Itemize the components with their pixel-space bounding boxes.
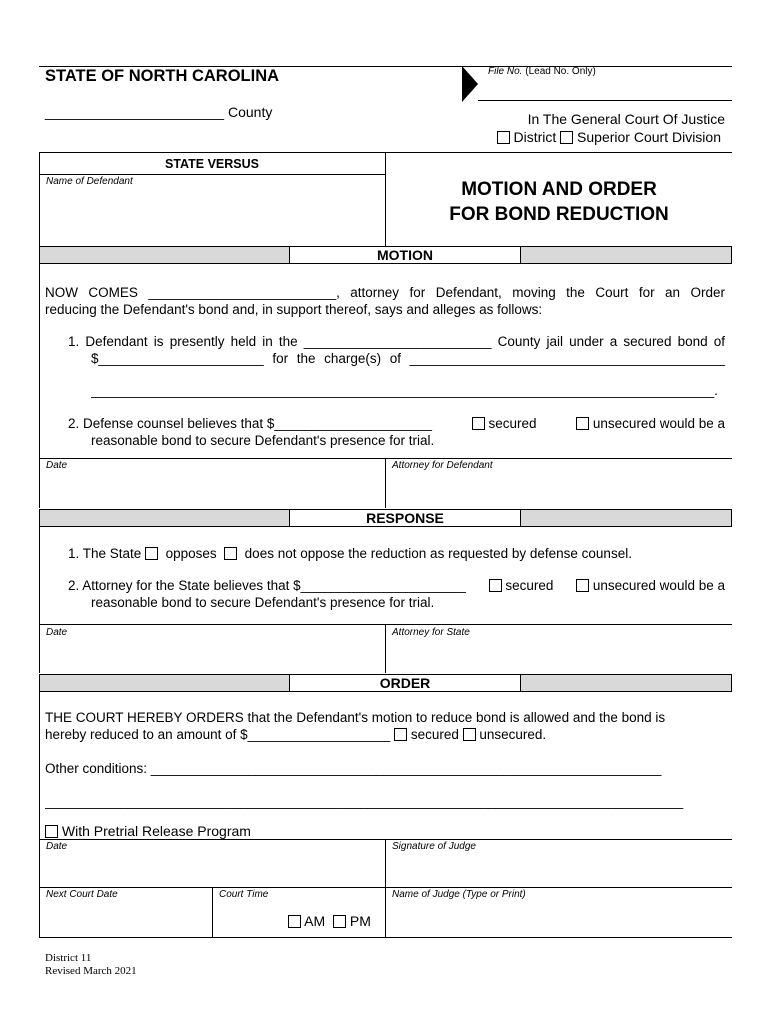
response-heading-bar xyxy=(39,509,732,527)
am-label: AM xyxy=(304,913,326,929)
court-time-label: Court Time xyxy=(219,889,269,900)
motion-date-field[interactable] xyxy=(46,474,376,504)
other-conditions-line2[interactable]: _____________________________________________________________________________________ xyxy=(45,794,684,809)
response-sig-divider xyxy=(385,624,386,673)
response-attorney-label: Attorney for State xyxy=(392,627,470,638)
state-versus-rule xyxy=(39,174,385,175)
state-versus: STATE VERSUS xyxy=(165,157,259,171)
pm-checkbox[interactable] xyxy=(333,915,346,928)
response-unsecured-label: unsecured would be a xyxy=(592,578,725,593)
motion-item1-line3: ___________________________________________________________________________________. xyxy=(91,383,718,398)
motion-attorney-label: Attorney for Defendant xyxy=(392,460,493,471)
motion-intro-line2: reducing the Defendant's bond and, in support thereof, says and alleges as follows: xyxy=(45,302,543,317)
order-sig-divider xyxy=(385,839,386,937)
defendant-label: Name of Defendant xyxy=(46,176,133,187)
response-unsecured-checkbox[interactable] xyxy=(576,579,589,592)
judge-signature-label: Signature of Judge xyxy=(392,841,476,852)
footer-revised: Revised March 2021 xyxy=(45,965,137,977)
response-item2-text: 2. Attorney for the State believes that $______________________ xyxy=(68,578,466,593)
motion-secured-checkbox[interactable] xyxy=(472,417,485,430)
pm-label: PM xyxy=(349,913,371,929)
motion-unsecured-checkbox[interactable] xyxy=(576,417,589,430)
motion-date-label: Date xyxy=(46,460,68,471)
order-heading: ORDER xyxy=(289,674,521,692)
judge-signature-field[interactable] xyxy=(392,855,722,885)
response-secured-label: secured xyxy=(505,578,554,593)
other-conditions[interactable]: Other conditions: ____________________________________________________________________ xyxy=(45,761,662,776)
response-item2-line1 xyxy=(68,578,725,593)
district-checkbox[interactable] xyxy=(497,131,510,144)
response-heading: RESPONSE xyxy=(289,509,521,527)
state-title: STATE OF NORTH CAROLINA xyxy=(45,67,280,85)
pretrial-checkbox[interactable] xyxy=(45,825,58,838)
county-field[interactable] xyxy=(45,104,272,120)
order-heading-bar xyxy=(39,674,732,692)
order-bottom-rule xyxy=(39,887,732,888)
motion-intro-line1: NOW COMES _________________________, attorney for Defendant, moving the Court for an Order xyxy=(45,285,725,300)
division-row xyxy=(400,129,721,145)
response-left-rule xyxy=(39,527,40,673)
motion-item2-text: 2. Defense counsel believes that $_____________________ xyxy=(68,416,433,431)
order-unsecured-label: unsecured. xyxy=(479,727,547,742)
am-pm-row xyxy=(288,913,371,929)
order-amount-text: hereby reduced to an amount of $___________________ xyxy=(45,727,391,742)
district-label: District xyxy=(513,129,557,145)
pretrial-label: With Pretrial Release Program xyxy=(61,823,251,839)
next-court-date-field[interactable] xyxy=(46,903,206,933)
does-not-oppose-label: does not oppose the reduction as requested by defense counsel. xyxy=(244,546,632,561)
response-item2-line2: reasonable bond to secure Defendant's presence for trial. xyxy=(91,595,435,610)
opposes-label: opposes xyxy=(165,546,217,561)
response-item1-text: 1. The State xyxy=(68,546,142,561)
motion-item2-line1 xyxy=(68,416,725,431)
motion-secured-label: secured xyxy=(488,416,537,431)
response-secured-checkbox[interactable] xyxy=(489,579,502,592)
county-label: County xyxy=(227,104,273,120)
court-name: In The General Court Of Justice xyxy=(527,111,725,127)
superior-checkbox[interactable] xyxy=(560,131,573,144)
judge-name-label: Name of Judge (Type or Print) xyxy=(392,889,526,900)
response-date-field[interactable] xyxy=(46,641,376,669)
doc-title xyxy=(386,177,732,227)
motion-unsecured-label: unsecured would be a xyxy=(592,416,725,431)
file-no-arrow-icon xyxy=(462,66,480,102)
motion-heading: MOTION xyxy=(289,246,521,264)
motion-item2-line2: reasonable bond to secure Defendant's presence for trial. xyxy=(91,433,435,448)
order-secured-checkbox[interactable] xyxy=(394,728,407,741)
judge-name-field[interactable] xyxy=(392,903,722,933)
file-no-rule[interactable] xyxy=(478,100,732,101)
county-blank: _______________________ xyxy=(45,104,225,120)
doc-title-line1: MOTION AND ORDER xyxy=(461,179,657,200)
file-no-note: (Lead No. Only) xyxy=(525,66,596,77)
response-date-label: Date xyxy=(46,627,68,638)
order-unsecured-checkbox[interactable] xyxy=(463,728,476,741)
motion-attorney-signature-field[interactable] xyxy=(392,474,722,504)
footer xyxy=(45,952,137,978)
motion-item1-line1: 1. Defendant is presently held in the _________________________ County jail under a secured bond of xyxy=(68,334,725,349)
response-item1 xyxy=(68,546,632,561)
file-no-label: File No. xyxy=(488,66,523,77)
does-not-oppose-checkbox[interactable] xyxy=(224,547,237,560)
court-time-divider xyxy=(212,887,213,937)
motion-left-rule xyxy=(39,264,40,508)
motion-heading-bar xyxy=(39,246,732,264)
file-no-label-group xyxy=(488,66,596,77)
order-date-label: Date xyxy=(46,841,68,852)
order-line1: THE COURT HEREBY ORDERS that the Defendant's motion to reduce bond is allowed and the bond is xyxy=(45,710,666,725)
am-checkbox[interactable] xyxy=(288,915,301,928)
motion-item1-line2: $______________________ for the charge(s) of __________________________________________ xyxy=(91,351,725,366)
doc-title-line2: FOR BOND REDUCTION xyxy=(449,204,669,225)
order-line2 xyxy=(45,727,546,742)
form-bottom-rule xyxy=(39,937,732,938)
opposes-checkbox[interactable] xyxy=(145,547,158,560)
order-left-rule xyxy=(39,692,40,937)
order-date-field[interactable] xyxy=(46,855,376,885)
response-attorney-signature-field[interactable] xyxy=(392,641,722,669)
next-court-date-label: Next Court Date xyxy=(46,889,118,900)
footer-district: District 11 xyxy=(45,952,92,964)
pretrial-row xyxy=(45,823,251,839)
motion-sig-divider xyxy=(385,458,386,508)
defendant-name-field[interactable] xyxy=(46,190,376,242)
order-secured-label: secured xyxy=(410,727,459,742)
superior-label: Superior Court Division xyxy=(577,129,721,145)
